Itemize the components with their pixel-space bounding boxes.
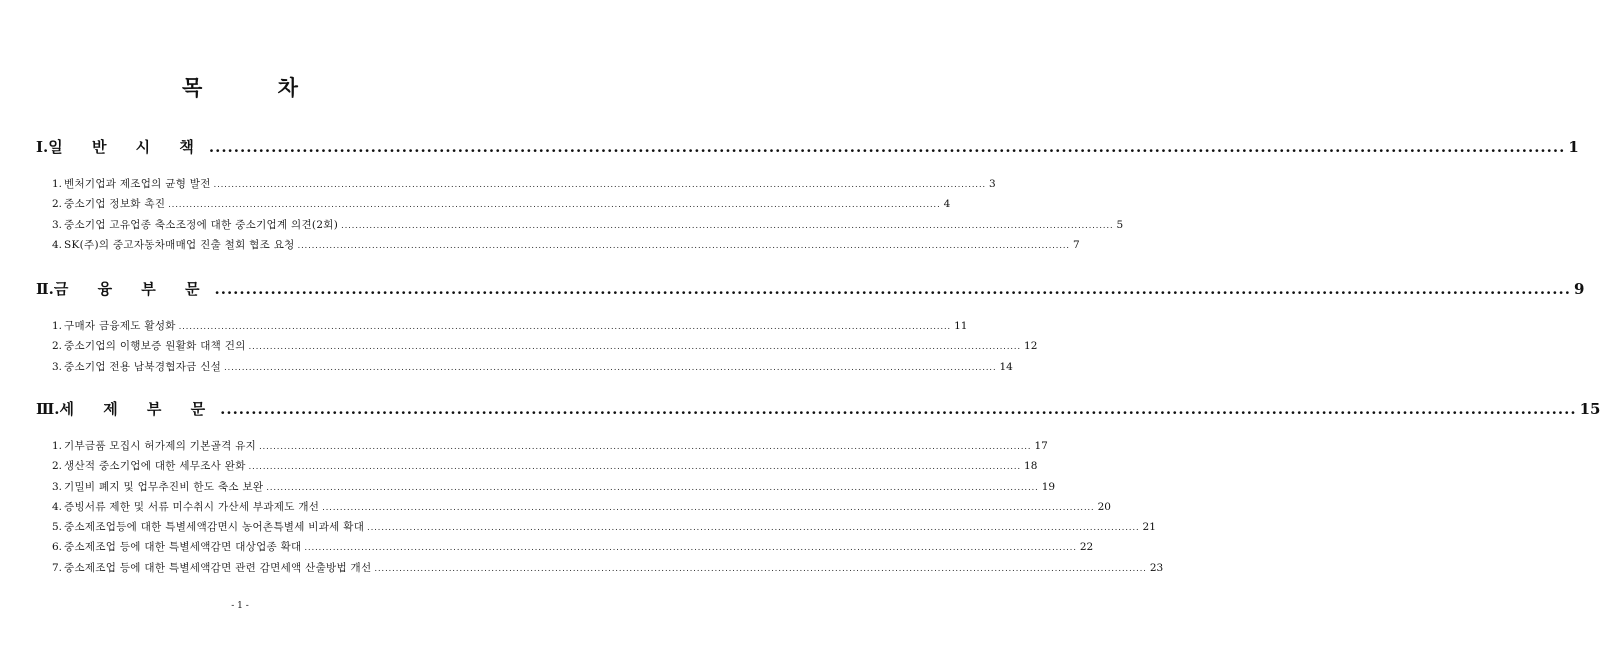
- dot-leader: ..........................................................................................................................................................................................................................: [224, 362, 997, 372]
- section-page-number: 9: [1573, 280, 1585, 298]
- item-number: 4.: [52, 238, 63, 251]
- toc-item[interactable]: [52, 336, 1038, 356]
- dot-leader: ..........................................................................................................................................................................................................................: [266, 482, 1039, 492]
- item-page-number: 22: [1079, 541, 1094, 554]
- dot-leader: ..........................................................................................................................................................................................................................: [248, 342, 1022, 352]
- item-page-number: 11: [954, 320, 968, 332]
- item-number: 3.: [52, 218, 63, 231]
- section-page-number: 1: [1568, 138, 1579, 156]
- page-footer-number: - 1 -: [231, 601, 249, 611]
- item-title: 증빙서류 제한 및 서류 미수취시 가산세 부과제도 개선: [64, 500, 320, 513]
- toc-item[interactable]: [52, 316, 968, 336]
- item-title: 생산적 중소기업에 대한 세무조사 완화: [64, 460, 246, 473]
- item-number: 3.: [52, 480, 63, 493]
- section-heading[interactable]: [36, 398, 1600, 420]
- item-number: 3.: [52, 360, 63, 373]
- item-title: 기밀비 폐지 및 업무추진비 한도 축소 보완: [64, 480, 264, 493]
- dot-leader: ..........................................................................................................................................................................................................................: [213, 180, 987, 189]
- toc-item[interactable]: [52, 517, 1156, 537]
- item-number: 1.: [52, 178, 63, 190]
- dot-leader: ..........................................................................................................................................................................................................................: [168, 200, 941, 210]
- dot-leader: ..........................................................................................................................................................................................................................: [341, 220, 1114, 230]
- section-items: [36, 436, 1164, 578]
- item-page-number: 12: [1024, 340, 1038, 353]
- dot-leader: ..........................................................................................................................................................................................................................: [248, 462, 1022, 472]
- item-page-number: 5: [1116, 218, 1124, 231]
- item-title: 벤처기업과 제조업의 균형 발전: [64, 178, 211, 190]
- toc-item[interactable]: [52, 215, 1124, 235]
- section-heading[interactable]: [36, 136, 1579, 158]
- toc-section-3: [36, 398, 1600, 578]
- item-number: 2.: [52, 340, 63, 353]
- item-number: 1.: [52, 320, 63, 332]
- section-heading[interactable]: [36, 278, 1585, 300]
- section-title: 일 반 시 책: [48, 138, 206, 156]
- item-title: 중소기업 정보화 촉진: [64, 198, 166, 211]
- item-page-number: 7: [1072, 238, 1080, 251]
- dot-leader: ..........................................................................................................................................................................................................................: [214, 280, 1571, 298]
- item-title: 중소제조업 등에 대한 특별세액감면 대상업종 확대: [64, 541, 302, 554]
- item-number: 2.: [52, 460, 63, 473]
- item-title: 중소기업 고유업종 축소조정에 대한 중소기업계 의견(2회): [64, 218, 339, 231]
- item-title: 중소제조업 등에 대한 특별세액감면 관련 감면세액 산출방법 개선: [64, 561, 372, 574]
- item-page-number: 14: [999, 360, 1013, 373]
- item-title: 중소기업의 이행보증 원활화 대책 건의: [64, 340, 246, 353]
- toc-item[interactable]: [52, 558, 1164, 578]
- dot-leader: ..........................................................................................................................................................................................................................: [367, 523, 1140, 533]
- section-title: 세 제 부 문: [59, 400, 218, 418]
- item-number: 6.: [52, 541, 63, 554]
- dot-leader: ..........................................................................................................................................................................................................................: [374, 563, 1147, 573]
- toc-item[interactable]: [52, 174, 996, 194]
- section-title: 금 융 부 문: [53, 280, 212, 298]
- dot-leader: ..........................................................................................................................................................................................................................: [220, 400, 1577, 418]
- item-page-number: 20: [1097, 500, 1111, 513]
- toc-section-2: [36, 278, 1585, 377]
- toc-section-1: [36, 136, 1579, 255]
- item-page-number: 18: [1024, 460, 1038, 473]
- item-number: 1.: [52, 440, 63, 452]
- item-number: 5.: [52, 521, 63, 534]
- toc-item[interactable]: [52, 357, 1013, 377]
- section-items: [36, 316, 1038, 377]
- item-page-number: 17: [1034, 440, 1048, 452]
- item-title: 구매자 금융제도 활성화: [64, 320, 176, 332]
- item-title: 기부금품 모집시 허가제의 기본골격 유지: [64, 440, 257, 452]
- item-title: 중소제조업등에 대한 특별세액감면시 농어촌특별세 비과세 확대: [64, 521, 365, 534]
- toc-item[interactable]: [52, 235, 1080, 255]
- item-page-number: 23: [1149, 561, 1164, 574]
- dot-leader: ..........................................................................................................................................................................................................................: [304, 543, 1077, 553]
- toc-item[interactable]: [52, 436, 1048, 456]
- item-number: 4.: [52, 500, 63, 513]
- toc-item[interactable]: [52, 477, 1056, 497]
- item-number: 2.: [52, 198, 63, 211]
- dot-leader: ..........................................................................................................................................................................................................................: [178, 322, 952, 331]
- toc-item[interactable]: [52, 456, 1038, 476]
- dot-leader: ..........................................................................................................................................................................................................................: [322, 502, 1095, 512]
- item-number: 7.: [52, 561, 63, 574]
- section-number: Ⅱ.: [36, 280, 54, 298]
- dot-leader: ..........................................................................................................................................................................................................................: [297, 240, 1070, 250]
- toc-item[interactable]: [52, 194, 951, 214]
- dot-leader: ..........................................................................................................................................................................................................................: [208, 138, 1566, 156]
- section-number: Ⅲ.: [36, 400, 60, 418]
- section-items: [36, 174, 1124, 255]
- item-title: 중소기업 전용 남북경협자금 신설: [64, 360, 222, 373]
- dot-leader: ..........................................................................................................................................................................................................................: [259, 442, 1032, 451]
- item-page-number: 4: [943, 198, 951, 211]
- page-title: 목 차: [182, 75, 332, 100]
- toc-item[interactable]: [52, 537, 1094, 557]
- item-page-number: 19: [1041, 480, 1056, 493]
- item-page-number: 3: [989, 178, 996, 190]
- toc-item[interactable]: [52, 497, 1111, 517]
- section-number: Ⅰ.: [36, 138, 49, 156]
- item-page-number: 21: [1142, 521, 1156, 534]
- section-page-number: 15: [1579, 400, 1600, 418]
- item-title: SK(주)의 중고자동차매매업 진출 철회 협조 요청: [64, 238, 295, 251]
